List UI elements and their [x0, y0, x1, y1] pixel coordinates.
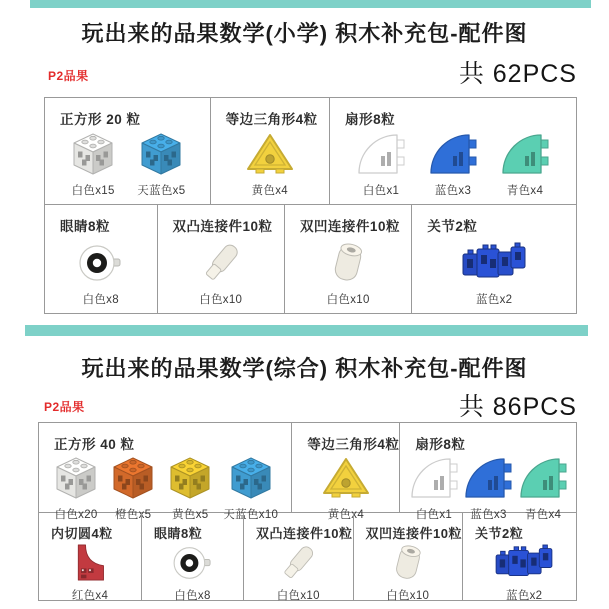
section1-title-post: 积木补充包-配件图 — [328, 21, 528, 46]
triangle-icon — [321, 453, 371, 503]
part-items — [158, 235, 284, 307]
part-title: 内切圆4粒 — [51, 526, 113, 541]
part-cell-triangle — [291, 423, 400, 521]
part-title: 双凸连接件10粒 — [256, 526, 353, 541]
joint-icon — [460, 238, 528, 288]
socket-icon — [388, 542, 428, 584]
part-item — [327, 238, 370, 307]
parts-table-row — [45, 98, 576, 204]
part-count-label: 橙色x5 — [115, 509, 152, 521]
part-items — [39, 542, 141, 603]
part-item — [52, 453, 100, 522]
part-count-label: 蓝色x3 — [434, 185, 472, 197]
part-count-label: 白色x10 — [386, 590, 430, 602]
part-items — [292, 453, 399, 522]
parts-table-row — [39, 512, 576, 600]
part-item — [68, 542, 112, 603]
fan-icon — [463, 453, 513, 503]
part-item — [78, 238, 124, 307]
part-cell-joint — [411, 205, 576, 313]
part-item — [460, 238, 528, 307]
part-cell-inscribed-circle — [39, 513, 141, 600]
fan-icon — [356, 129, 406, 179]
part-item — [245, 129, 295, 198]
part-title: 等边三角形4粒 — [225, 112, 318, 127]
part-item — [223, 453, 278, 522]
parts-table-row — [45, 204, 576, 313]
part-items — [463, 542, 586, 603]
part-item — [409, 453, 459, 522]
part-count-label: 白色x8 — [82, 294, 119, 306]
part-count-label: 蓝色x2 — [475, 294, 513, 306]
part-count-label: 白色x10 — [199, 294, 243, 306]
section1-title-pre: 玩出来的品果数学 — [81, 21, 266, 46]
fan-icon — [500, 129, 550, 179]
part-title: 扇形8粒 — [345, 112, 396, 127]
cube-icon — [109, 453, 157, 503]
part-title: 双凹连接件10粒 — [299, 219, 400, 234]
part-count-label: 黄色x4 — [251, 185, 289, 197]
part-title: 双凸连接件10粒 — [172, 219, 273, 234]
part-item — [356, 129, 406, 198]
section2-title — [0, 352, 609, 383]
socket-icon — [328, 238, 368, 288]
part-item — [321, 453, 371, 522]
triangle-icon — [245, 129, 295, 179]
part-items — [45, 235, 157, 307]
part-item — [166, 453, 214, 522]
part-count-label: 红色x4 — [71, 590, 109, 602]
part-items — [45, 128, 210, 198]
part-cell-eye — [45, 205, 157, 313]
part-item — [428, 129, 478, 198]
section2-title-grade: (综合) — [265, 356, 329, 381]
parts-table-row — [39, 423, 576, 521]
teal-divider-bar-middle — [25, 325, 588, 336]
part-item — [518, 453, 568, 522]
part-count-label: 蓝色x3 — [470, 509, 507, 521]
part-title: 扇形8粒 — [415, 437, 466, 452]
part-count-label: 天蓝色x5 — [137, 185, 186, 197]
part-title: 正方形 40 粒 — [54, 437, 135, 452]
part-count-label: 黄色x4 — [327, 509, 365, 521]
eye-icon — [170, 542, 216, 584]
fan-icon — [518, 453, 568, 503]
part-item — [170, 542, 216, 603]
part-cell-concave-connector — [284, 205, 411, 313]
part-items — [39, 453, 291, 522]
part-cell-fan — [329, 98, 576, 204]
part-cell-eye — [141, 513, 243, 600]
section1-brand-label: P2品果 — [48, 69, 89, 83]
cube-icon — [137, 129, 185, 179]
section2-total-count: 共 86PCS — [458, 393, 577, 421]
part-count-label: 白色x20 — [54, 509, 98, 521]
arc-icon — [68, 542, 112, 584]
joint-icon — [490, 542, 558, 584]
part-count-label: 白色x1 — [415, 509, 453, 521]
peg-icon — [275, 542, 321, 584]
part-cell-triangle — [210, 98, 329, 204]
part-items — [330, 128, 576, 198]
cube-icon — [69, 129, 117, 179]
cube-icon — [166, 453, 214, 503]
fan-icon — [409, 453, 459, 503]
part-cell-square — [45, 98, 210, 204]
teal-divider-bar-top — [30, 0, 591, 8]
part-items — [244, 542, 352, 603]
part-count-label: 白色x15 — [71, 185, 115, 197]
part-cell-convex-connector — [157, 205, 284, 313]
cube-icon — [52, 453, 100, 503]
section1-title-grade: (小学) — [265, 21, 329, 46]
part-count-label: 蓝色x2 — [506, 590, 543, 602]
part-item — [275, 542, 321, 603]
part-title: 眼睛8粒 — [60, 219, 111, 234]
part-count-label: 白色x1 — [362, 185, 400, 197]
part-count-label: 青色x4 — [524, 509, 562, 521]
part-count-label: 白色x10 — [276, 590, 320, 602]
section2-title-post: 积木补充包-配件图 — [328, 356, 528, 381]
part-title: 等边三角形4粒 — [307, 437, 400, 452]
part-count-label: 白色x8 — [174, 590, 211, 602]
part-item — [386, 542, 429, 603]
part-item — [137, 129, 185, 198]
part-title: 关节2粒 — [427, 219, 478, 234]
part-items — [400, 453, 576, 522]
part-item — [500, 129, 550, 198]
section2-brand-label: P2品果 — [44, 400, 85, 414]
part-cell-fan — [399, 423, 576, 521]
part-items — [354, 542, 462, 603]
part-items — [412, 235, 576, 307]
part-cell-joint — [462, 513, 586, 600]
peg-icon — [198, 238, 244, 288]
section2-parts-table — [38, 422, 577, 601]
fan-icon — [428, 129, 478, 179]
part-item — [69, 129, 117, 198]
section2-title-pre: 玩出来的品果数学 — [81, 356, 266, 381]
part-count-label: 天蓝色x10 — [223, 509, 279, 521]
part-cell-concave-connector — [353, 513, 462, 600]
cube-icon — [227, 453, 275, 503]
part-title: 关节2粒 — [474, 526, 524, 541]
part-title: 眼睛8粒 — [154, 526, 203, 541]
part-cell-square — [39, 423, 291, 521]
part-count-label: 白色x10 — [326, 294, 370, 306]
part-item — [463, 453, 513, 522]
part-item — [109, 453, 157, 522]
part-item — [490, 542, 558, 603]
part-items — [211, 128, 329, 198]
section1-total-count: 共 62PCS — [458, 60, 577, 88]
part-item — [198, 238, 244, 307]
section1-parts-table — [44, 97, 577, 314]
part-title: 双凹连接件10粒 — [365, 526, 462, 541]
part-title: 正方形 20 粒 — [60, 112, 141, 127]
part-items — [142, 542, 243, 603]
eye-icon — [78, 238, 124, 288]
part-cell-convex-connector — [243, 513, 352, 600]
part-count-label: 黄色x5 — [172, 509, 209, 521]
part-items — [285, 235, 411, 307]
section1-title — [0, 17, 609, 48]
part-count-label: 青色x4 — [506, 185, 544, 197]
